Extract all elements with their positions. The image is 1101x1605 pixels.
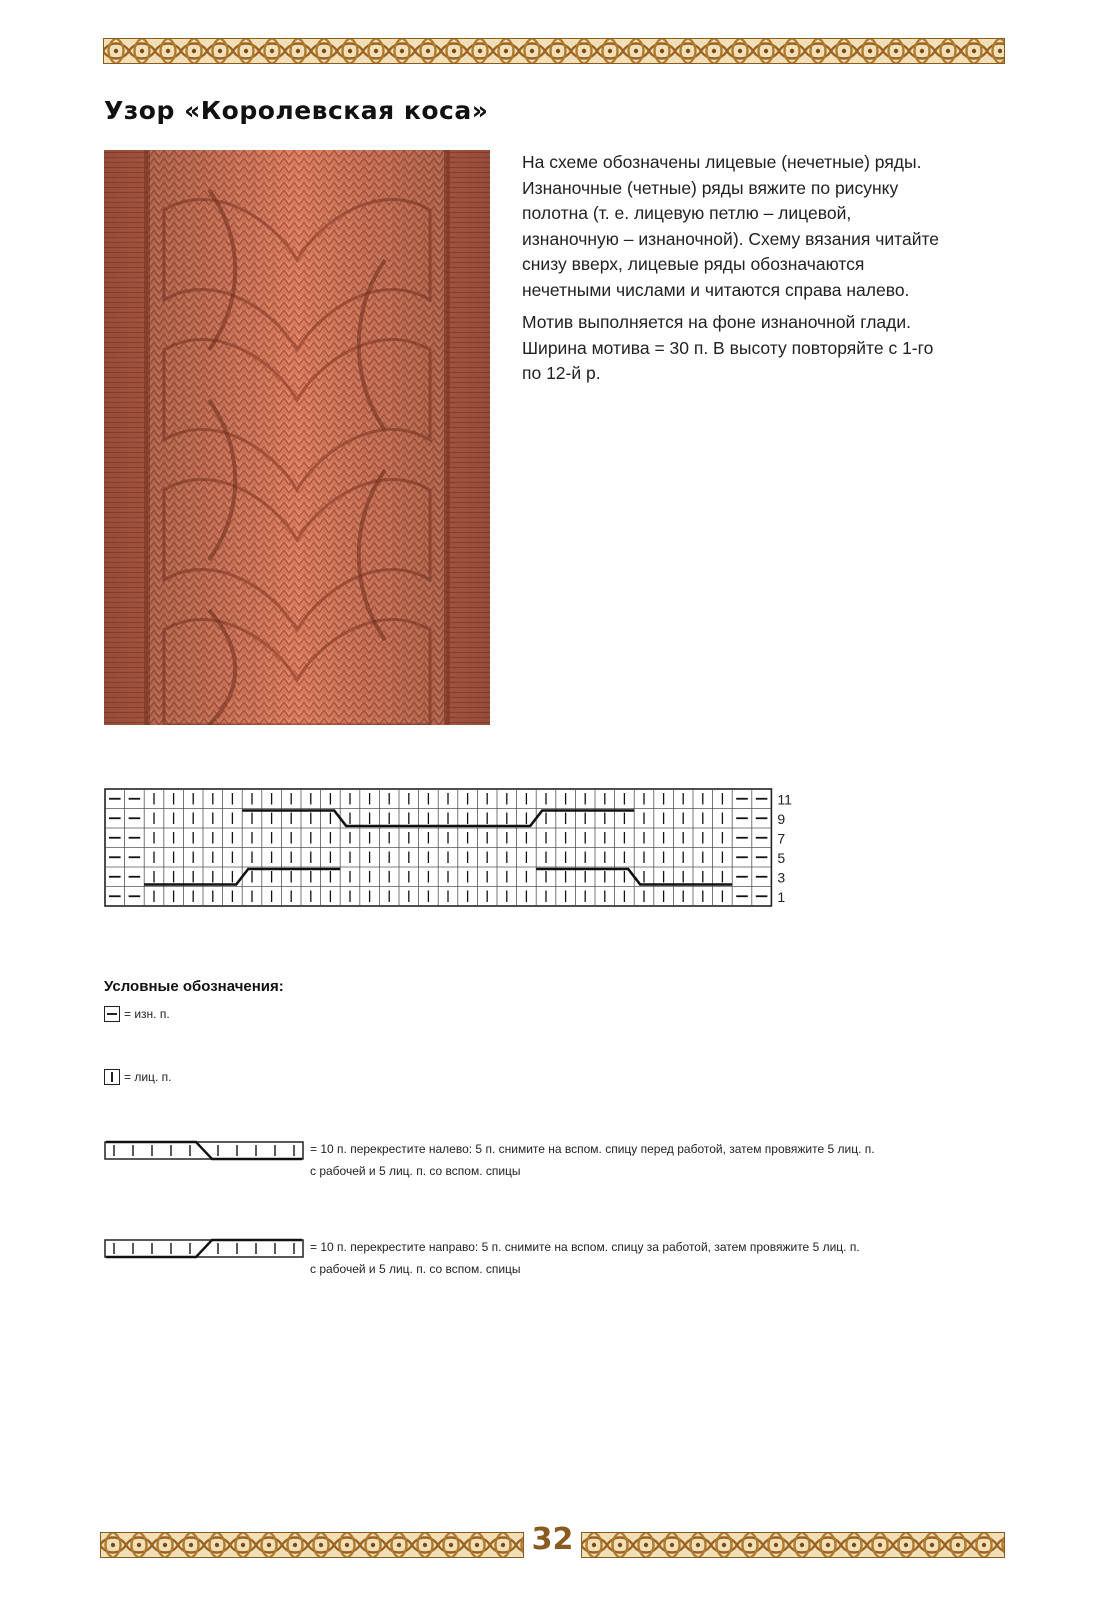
legend-cable-left-line2: с рабочей и 5 лиц. п. со вспом. спицы: [310, 1164, 521, 1178]
cable-right-cross-icon: [104, 1238, 304, 1260]
page-title: Узор «Королевская коса»: [104, 96, 489, 125]
ornament-bottom-right: [581, 1532, 1005, 1558]
row-number: 11: [777, 791, 792, 808]
description-paragraph-2: Мотив выполняется на фоне изнаночной глади. Ширина мотива = 30 п. В высоту повторяйте с 1-го по 12-й р.: [522, 312, 934, 383]
legend-purl: [104, 1003, 170, 1025]
page-number: 32: [531, 1522, 574, 1557]
legend-cable-left-line1: = 10 п. перекрестите налево: 5 п. снимите на вспом. спицу перед работой, затем провяжите 5 лиц. п.: [310, 1142, 875, 1156]
legend-cable-right-line1: = 10 п. перекрестите направо: 5 п. снимите на вспом. спицу за работой, затем провяжите 5 лиц. п.: [310, 1240, 860, 1254]
legend-knit: [104, 1066, 171, 1088]
row-number: 7: [777, 830, 786, 847]
legend-title: Условные обозначения:: [104, 978, 284, 995]
legend-purl-text: = изн. п.: [124, 1007, 170, 1021]
knitting-swatch-photo: [104, 150, 490, 725]
legend-cable-right-line2: с рабочей и 5 лиц. п. со вспом. спицы: [310, 1262, 521, 1276]
description-paragraph-1: На схеме обозначены лицевые (нечетные) ряды. Изнаночные (четные) ряды вяжите по рисунку полотна (т. е. лицевую петлю – лицевой, изнаночную – изнаночной). Схему вязания читайте снизу вверх, лицевые ряды обозначаются нечетными числами и читаются справа налево.: [522, 152, 940, 300]
row-number: 1: [777, 889, 786, 905]
legend-cable-right-text: [310, 1236, 930, 1280]
cable-left-cross-icon: [104, 1140, 304, 1162]
row-number: 3: [777, 869, 786, 886]
ornament-bottom-left: [100, 1532, 524, 1558]
pattern-description: [522, 150, 952, 394]
legend-knit-text: = лиц. п.: [124, 1070, 172, 1084]
row-number: 5: [777, 850, 786, 866]
knit-symbol-icon: [104, 1069, 120, 1085]
ornament-top: [103, 38, 1005, 64]
legend-cable-left-text: [310, 1138, 930, 1182]
knitting-chart: [104, 788, 804, 910]
row-number: 9: [777, 811, 786, 827]
purl-symbol-icon: [104, 1006, 120, 1022]
